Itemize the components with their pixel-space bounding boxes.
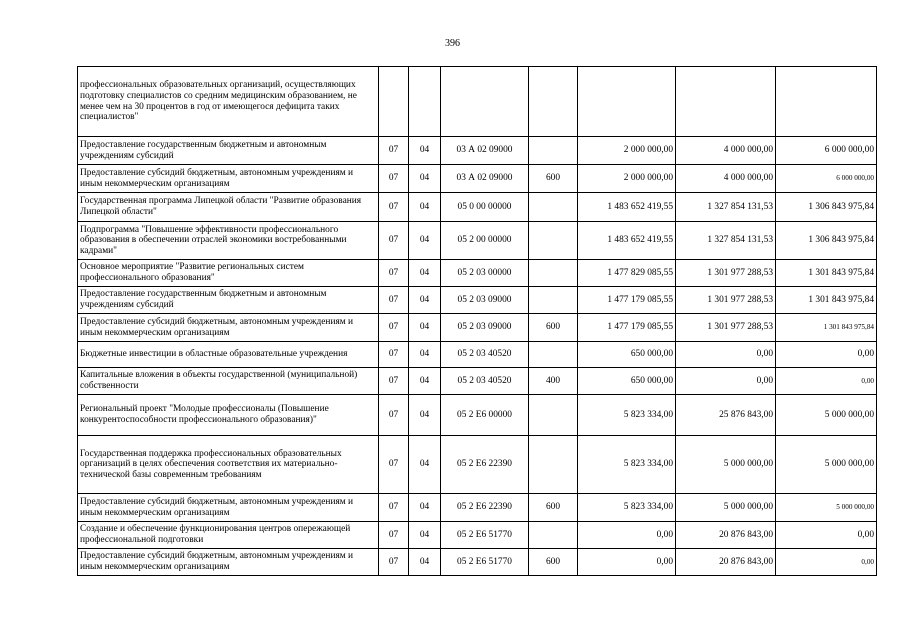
- cell-section: 07: [379, 395, 409, 436]
- cell-amount-year2: 1 301 977 288,53: [676, 260, 776, 287]
- cell-amount-year3: 0,00: [776, 368, 877, 395]
- cell-target-article: 05 2 03 00000: [441, 260, 529, 287]
- cell-name: Региональный проект "Молодые профессионалы (Повышение конкурентоспособности профессионального образования)": [78, 395, 379, 436]
- cell-amount-year3: 5 000 000,00: [776, 494, 877, 522]
- cell-name: Государственная поддержка профессиональных образовательных организаций в целях обеспечения соответствия их материально-технической базы современным требованиям: [78, 436, 379, 494]
- cell-target-article: [441, 67, 529, 137]
- cell-amount-year1: [578, 67, 676, 137]
- cell-amount-year1: 2 000 000,00: [578, 165, 676, 193]
- cell-amount-year3: 5 000 000,00: [776, 436, 877, 494]
- cell-subsection: 04: [409, 287, 441, 314]
- cell-amount-year2: 0,00: [676, 342, 776, 368]
- table-row: [78, 222, 877, 260]
- cell-amount-year2: 1 327 854 131,53: [676, 193, 776, 222]
- cell-expense-type: 600: [529, 494, 578, 522]
- cell-section: 07: [379, 260, 409, 287]
- cell-expense-type: [529, 137, 578, 165]
- cell-section: 07: [379, 342, 409, 368]
- cell-subsection: [409, 67, 441, 137]
- cell-expense-type: [529, 67, 578, 137]
- cell-amount-year1: 1 477 179 085,55: [578, 314, 676, 342]
- cell-section: 07: [379, 522, 409, 549]
- cell-target-article: 05 2 Е6 51770: [441, 522, 529, 549]
- cell-target-article: 05 2 Е6 51770: [441, 549, 529, 576]
- table-row: [78, 314, 877, 342]
- cell-amount-year2: 1 327 854 131,53: [676, 222, 776, 260]
- cell-subsection: 04: [409, 193, 441, 222]
- table-row: [78, 342, 877, 368]
- cell-amount-year3: 1 306 843 975,84: [776, 222, 877, 260]
- cell-expense-type: 600: [529, 549, 578, 576]
- table-row: [78, 67, 877, 137]
- table-row: [78, 287, 877, 314]
- cell-amount-year3: 5 000 000,00: [776, 395, 877, 436]
- cell-expense-type: [529, 222, 578, 260]
- cell-expense-type: 600: [529, 314, 578, 342]
- cell-target-article: 05 2 03 40520: [441, 342, 529, 368]
- cell-expense-type: [529, 436, 578, 494]
- cell-amount-year2: 0,00: [676, 368, 776, 395]
- cell-amount-year1: 1 483 652 419,55: [578, 193, 676, 222]
- cell-target-article: 03 А 02 09000: [441, 165, 529, 193]
- cell-subsection: 04: [409, 165, 441, 193]
- cell-section: 07: [379, 287, 409, 314]
- cell-expense-type: [529, 342, 578, 368]
- cell-subsection: 04: [409, 314, 441, 342]
- cell-amount-year2: 1 301 977 288,53: [676, 287, 776, 314]
- cell-amount-year3: 1 301 843 975,84: [776, 260, 877, 287]
- cell-amount-year2: 20 876 843,00: [676, 549, 776, 576]
- cell-amount-year2: 5 000 000,00: [676, 436, 776, 494]
- cell-amount-year3: 0,00: [776, 342, 877, 368]
- cell-subsection: 04: [409, 436, 441, 494]
- table-row: [78, 395, 877, 436]
- cell-subsection: 04: [409, 549, 441, 576]
- table-body: [78, 67, 877, 576]
- cell-amount-year1: 650 000,00: [578, 342, 676, 368]
- cell-name: Предоставление субсидий бюджетным, автономным учреждениям и иным некоммерческим организациям: [78, 314, 379, 342]
- table-row: [78, 494, 877, 522]
- cell-name: Предоставление субсидий бюджетным, автономным учреждениям и иным некоммерческим организациям: [78, 549, 379, 576]
- cell-target-article: 05 2 03 09000: [441, 314, 529, 342]
- cell-name: Предоставление субсидий бюджетным, автономным учреждениям и иным некоммерческим организациям: [78, 165, 379, 193]
- cell-amount-year1: 0,00: [578, 549, 676, 576]
- cell-amount-year1: 1 477 179 085,55: [578, 287, 676, 314]
- cell-subsection: 04: [409, 395, 441, 436]
- cell-amount-year1: 0,00: [578, 522, 676, 549]
- cell-amount-year1: 5 823 334,00: [578, 494, 676, 522]
- cell-name: Государственная программа Липецкой области "Развитие образования Липецкой области": [78, 193, 379, 222]
- cell-amount-year1: 650 000,00: [578, 368, 676, 395]
- cell-amount-year2: 25 876 843,00: [676, 395, 776, 436]
- page-number: 396: [445, 38, 460, 49]
- cell-amount-year1: 2 000 000,00: [578, 137, 676, 165]
- cell-target-article: 05 2 00 00000: [441, 222, 529, 260]
- cell-target-article: 05 2 Е6 22390: [441, 436, 529, 494]
- cell-section: 07: [379, 137, 409, 165]
- cell-subsection: 04: [409, 522, 441, 549]
- cell-subsection: 04: [409, 260, 441, 287]
- cell-amount-year1: 1 477 829 085,55: [578, 260, 676, 287]
- cell-section: [379, 67, 409, 137]
- table-row: [78, 436, 877, 494]
- cell-name: Создание и обеспечение функционирования центров опережающей профессиональной подготовки: [78, 522, 379, 549]
- cell-amount-year3: 0,00: [776, 522, 877, 549]
- cell-amount-year3: 6 000 000,00: [776, 137, 877, 165]
- cell-amount-year1: 5 823 334,00: [578, 395, 676, 436]
- table-row: [78, 368, 877, 395]
- cell-subsection: 04: [409, 342, 441, 368]
- cell-target-article: 05 2 03 09000: [441, 287, 529, 314]
- cell-subsection: 04: [409, 222, 441, 260]
- cell-amount-year3: 1 306 843 975,84: [776, 193, 877, 222]
- table-row: [78, 193, 877, 222]
- cell-subsection: 04: [409, 137, 441, 165]
- cell-section: 07: [379, 494, 409, 522]
- cell-amount-year2: [676, 67, 776, 137]
- cell-target-article: 03 А 02 09000: [441, 137, 529, 165]
- cell-subsection: 04: [409, 494, 441, 522]
- budget-table: [77, 66, 877, 576]
- table-row: [78, 137, 877, 165]
- cell-name: Бюджетные инвестиции в областные образовательные учреждения: [78, 342, 379, 368]
- cell-amount-year3: 1 301 843 975,84: [776, 314, 877, 342]
- cell-name: Предоставление государственным бюджетным и автономным учреждениям субсидий: [78, 137, 379, 165]
- cell-target-article: 05 0 00 00000: [441, 193, 529, 222]
- cell-amount-year3: 1 301 843 975,84: [776, 287, 877, 314]
- table-row: [78, 165, 877, 193]
- cell-name: Основное мероприятие "Развитие региональных систем профессионального образования": [78, 260, 379, 287]
- cell-name: Предоставление государственным бюджетным и автономным учреждениям субсидий: [78, 287, 379, 314]
- cell-section: 07: [379, 314, 409, 342]
- cell-expense-type: [529, 260, 578, 287]
- cell-amount-year2: 20 876 843,00: [676, 522, 776, 549]
- cell-section: 07: [379, 436, 409, 494]
- cell-expense-type: [529, 193, 578, 222]
- table-row: [78, 260, 877, 287]
- cell-expense-type: [529, 522, 578, 549]
- cell-amount-year2: 5 000 000,00: [676, 494, 776, 522]
- cell-target-article: 05 2 Е6 22390: [441, 494, 529, 522]
- cell-expense-type: [529, 395, 578, 436]
- cell-amount-year1: 1 483 652 419,55: [578, 222, 676, 260]
- cell-name: Подпрограмма "Повышение эффективности профессионального образования в обеспечении отраслей экономики востребованными кадрами": [78, 222, 379, 260]
- cell-amount-year1: 5 823 334,00: [578, 436, 676, 494]
- cell-target-article: 05 2 Е6 00000: [441, 395, 529, 436]
- cell-target-article: 05 2 03 40520: [441, 368, 529, 395]
- table-row: [78, 522, 877, 549]
- cell-section: 07: [379, 165, 409, 193]
- cell-section: 07: [379, 222, 409, 260]
- cell-name: Капитальные вложения в объекты государственной (муниципальной) собственности: [78, 368, 379, 395]
- cell-expense-type: 400: [529, 368, 578, 395]
- cell-amount-year2: 4 000 000,00: [676, 137, 776, 165]
- table-row: [78, 549, 877, 576]
- cell-expense-type: 600: [529, 165, 578, 193]
- cell-name: профессиональных образовательных организаций, осуществляющих подготовку специалистов со средним медицинским образованием, не менее чем на 30 процентов в год от имеющегося дефицита таких специалистов": [78, 67, 379, 137]
- cell-name: Предоставление субсидий бюджетным, автономным учреждениям и иным некоммерческим организациям: [78, 494, 379, 522]
- cell-section: 07: [379, 193, 409, 222]
- cell-section: 07: [379, 549, 409, 576]
- cell-amount-year3: 0,00: [776, 549, 877, 576]
- cell-amount-year3: 6 000 000,00: [776, 165, 877, 193]
- cell-expense-type: [529, 287, 578, 314]
- cell-amount-year3: [776, 67, 877, 137]
- cell-section: 07: [379, 368, 409, 395]
- cell-subsection: 04: [409, 368, 441, 395]
- cell-amount-year2: 1 301 977 288,53: [676, 314, 776, 342]
- cell-amount-year2: 4 000 000,00: [676, 165, 776, 193]
